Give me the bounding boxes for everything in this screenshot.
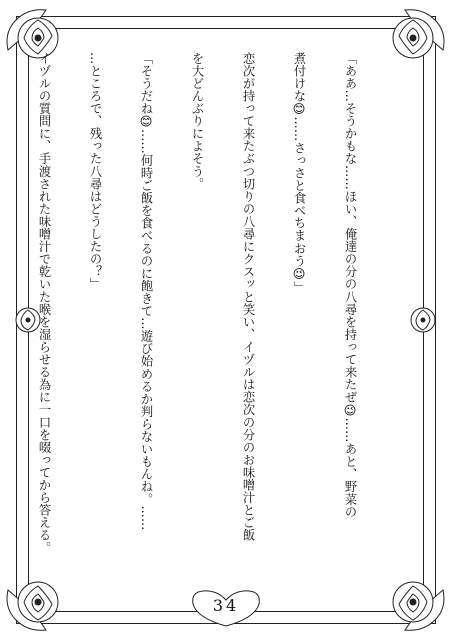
text-line: 恋次が持って来たぶつ切りの八尋にクスッと笑い、イヅルは恋次の分のお味噌汁とご飯	[241, 52, 255, 542]
text-line: を大どんぶりによそう。	[190, 52, 204, 191]
story-text-block	[37, 52, 392, 572]
text-line: 煮付けな😊……さっさと食べちまおう😉」	[292, 52, 306, 294]
flower-ornament-right-icon	[406, 303, 440, 337]
page-number-badge	[187, 588, 265, 628]
text-line: …ところで、残った八尋はどうしたの？」	[88, 52, 102, 291]
text-line: イヅルの質問に、手渡された味噌汁で乾いた喉を湿らせる為に一口を啜ってから答える。	[37, 52, 51, 554]
text-line: 「そうだね😊……何時ご飯を食べるのに飽きて…遊び始めるか判らないもんね。……	[139, 52, 153, 531]
text-line: 「ああ…そうかもな……ほい、俺達の分の八尋を持って来たぜ😉……あと、野菜の	[343, 52, 357, 519]
page-number: 34	[212, 596, 240, 615]
text-line	[0, 52, 1, 572]
